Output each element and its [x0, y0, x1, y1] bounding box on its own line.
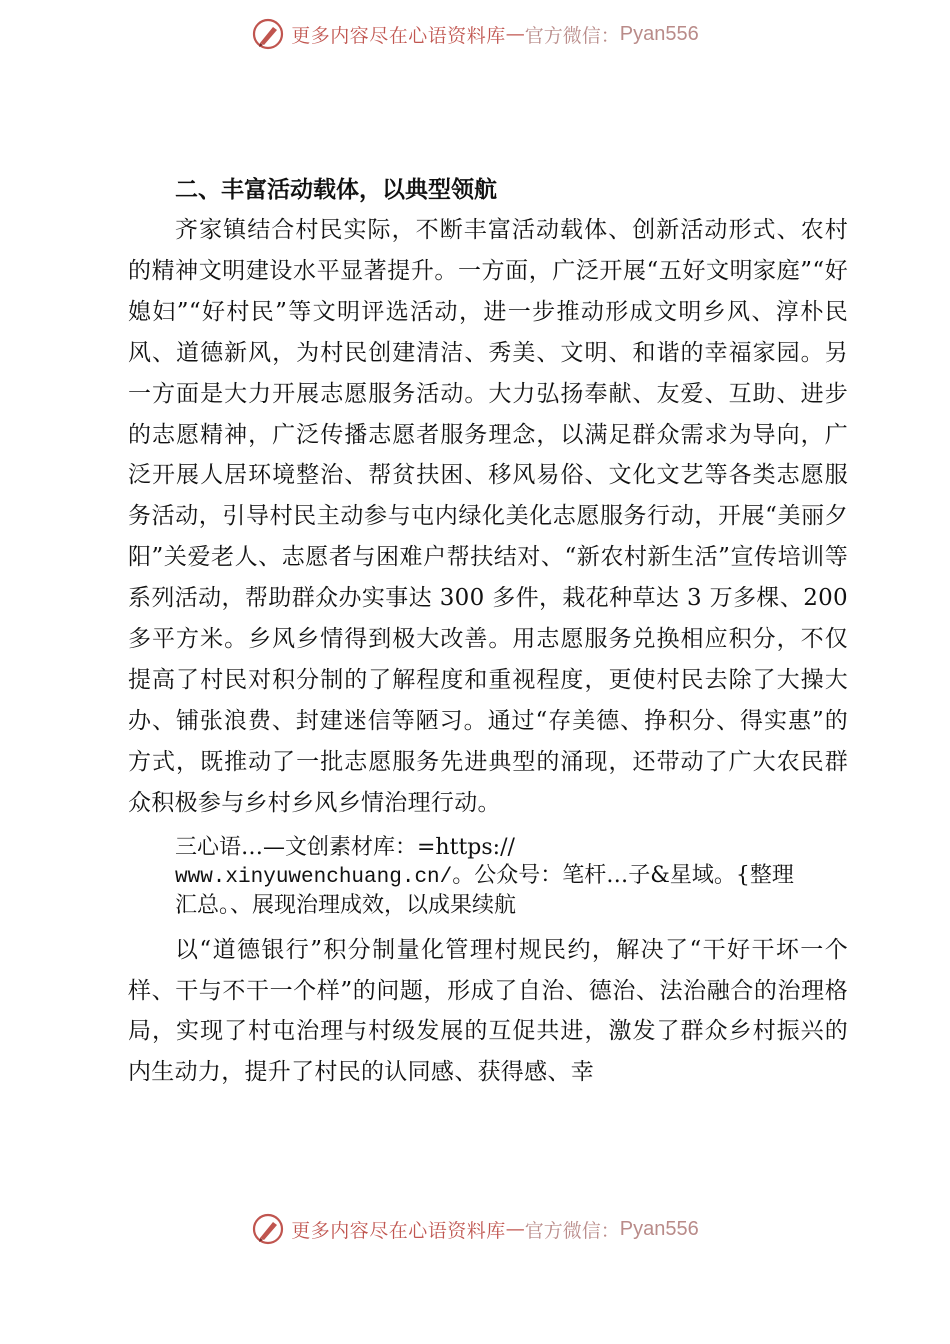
document-body: [128, 170, 848, 1093]
banner-separator: —: [505, 1218, 525, 1240]
banner-wechat-id: Pyan556: [619, 1217, 699, 1240]
footer-watermark-banner: [0, 1209, 950, 1249]
header-watermark-banner: [0, 14, 950, 54]
section-heading: 二、丰富活动载体，以典型领航: [175, 177, 497, 203]
banner-wechat-label: 官方微信：: [524, 24, 620, 47]
banner-separator: —: [505, 23, 525, 45]
section-paragraph: 以“道德银行”积分制量化管理村规民约，解决了“干好干坏一个样、干与不干一个样”的问题，形成了自治、德治、法治融合的治理格局，实现了村屯治理与村级发展的互促共进，激发了群众乡村振兴的内生动力，提升了村民的认同感、获得感、幸: [128, 936, 848, 1086]
pen-logo-icon: [251, 17, 285, 51]
banner-wechat-label: 官方微信：: [524, 1219, 620, 1242]
pen-logo-icon: [251, 1212, 285, 1246]
note-line-1: 三心语…—文创素材库：=https://: [175, 834, 515, 860]
watermark-note: [175, 834, 848, 920]
note-url: www.xinyuwenchuang.cn/: [175, 865, 453, 889]
note-line-2-rest: 。公众号：笔杆…子&星域。{整理: [452, 862, 794, 888]
section-paragraph: 齐家镇结合村民实际，不断丰富活动载体、创新活动形式、农村的精神文明建设水平显著提升。一方面，广泛开展“五好文明家庭”“好媳妇”“好村民”等文明评选活动，进一步推动形成文明乡风、淳朴民风、道德新风，为村民创建清洁、秀美、文明、和谐的幸福家园。另一方面是大力开展志愿服务活动。大力弘扬奉献、友爱、互助、进步的志愿精神，广泛传播志愿者服务理念，以满足群众需求为导向，广泛开展人居环境整治、帮贫扶困、移风易俗、文化文艺等各类志愿服务活动，引导村民主动参与屯内绿化美化志愿服务行动，开展“美丽夕阳”关爱老人、志愿者与困难户帮扶结对、“新农村新生活”宣传培训等系列活动，帮助群众办实事达 300 多件，栽花种草达 3 万多棵、200 多平方米。乡风乡情得到极大改善。用志愿服务兑换相应积分，不仅提高了村民对积分制的了解程度和重视程度，更使村民去除了大操大办、铺张浪费、封建迷信等陋习。通过“存美德、挣积分、得实惠”的方式，既推动了一批志愿服务先进典型的涌现，还带动了广大农民群众积极参与乡村乡风乡情治理行动。: [128, 217, 848, 816]
banner-wechat-id: Pyan556: [619, 22, 699, 45]
note-line-3: 汇总。、展现治理成效，以成果续航: [175, 892, 517, 918]
banner-brand-text: 更多内容尽在心语资料库: [291, 24, 506, 47]
note-line-2: [175, 862, 848, 892]
banner-brand-text: 更多内容尽在心语资料库: [291, 1219, 506, 1242]
